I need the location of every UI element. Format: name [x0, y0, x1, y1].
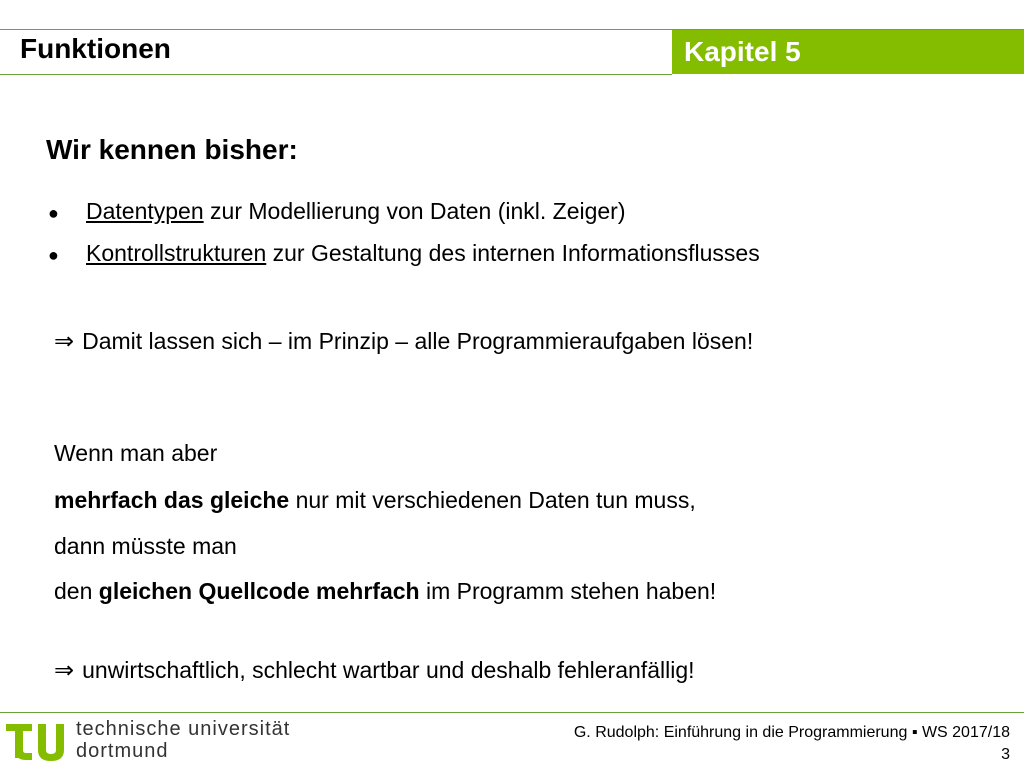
paragraph-text: den — [54, 578, 99, 604]
chapter-label: Kapitel 5 — [684, 36, 801, 67]
conclusion-line — [54, 327, 753, 356]
tu-logo-icon — [4, 718, 68, 764]
paragraph-line: dann müsste man — [54, 533, 237, 559]
paragraph-line — [54, 487, 696, 514]
bullet-rest: zur Modellierung von Daten (inkl. Zeiger) — [203, 198, 626, 224]
implies-arrow-icon: ⇒ — [54, 657, 75, 684]
bullet-text — [86, 198, 626, 225]
bullet-term: Datentypen — [86, 198, 204, 224]
bullet-item — [48, 198, 626, 225]
logo-line: technische universität — [76, 718, 291, 740]
logo-text — [76, 718, 290, 762]
university-logo — [4, 716, 294, 766]
course-credit: G. Rudolph: Einführung in die Programmierung ▪ WS 2017/18 — [573, 724, 1010, 741]
bullet-item — [48, 240, 760, 267]
footer-info — [574, 722, 1010, 766]
conclusion-text: Damit lassen sich – im Prinzip – alle Programmieraufgaben lösen! — [82, 328, 754, 354]
conclusion-text: unwirtschaftlich, schlecht wartbar und deshalb fehleranfällig! — [82, 657, 695, 683]
slide-title: Funktionen — [20, 33, 171, 64]
section-heading: Wir kennen bisher: — [46, 134, 298, 165]
bullet-term: Kontrollstrukturen — [86, 240, 267, 266]
emphasis-text: mehrfach das gleiche — [54, 487, 290, 513]
bullet-text — [86, 240, 760, 267]
logo-line: dortmund — [76, 740, 169, 762]
bullet-dot: ● — [48, 245, 59, 265]
page-number: 3 — [1001, 746, 1010, 763]
paragraph-line: Wenn man aber — [54, 440, 218, 466]
paragraph-text: im Programm stehen haben! — [419, 578, 717, 604]
implies-arrow-icon: ⇒ — [54, 328, 75, 355]
paragraph-text: nur mit verschiedenen Daten tun muss, — [289, 487, 696, 513]
bullet-dot: ● — [48, 203, 59, 223]
paragraph-line — [54, 578, 716, 605]
footer-rule — [0, 712, 1024, 713]
emphasis-text: gleichen Quellcode mehrfach — [98, 578, 420, 604]
bullet-rest: zur Gestaltung des internen Informationsflusses — [266, 240, 760, 266]
conclusion-line — [54, 656, 695, 685]
